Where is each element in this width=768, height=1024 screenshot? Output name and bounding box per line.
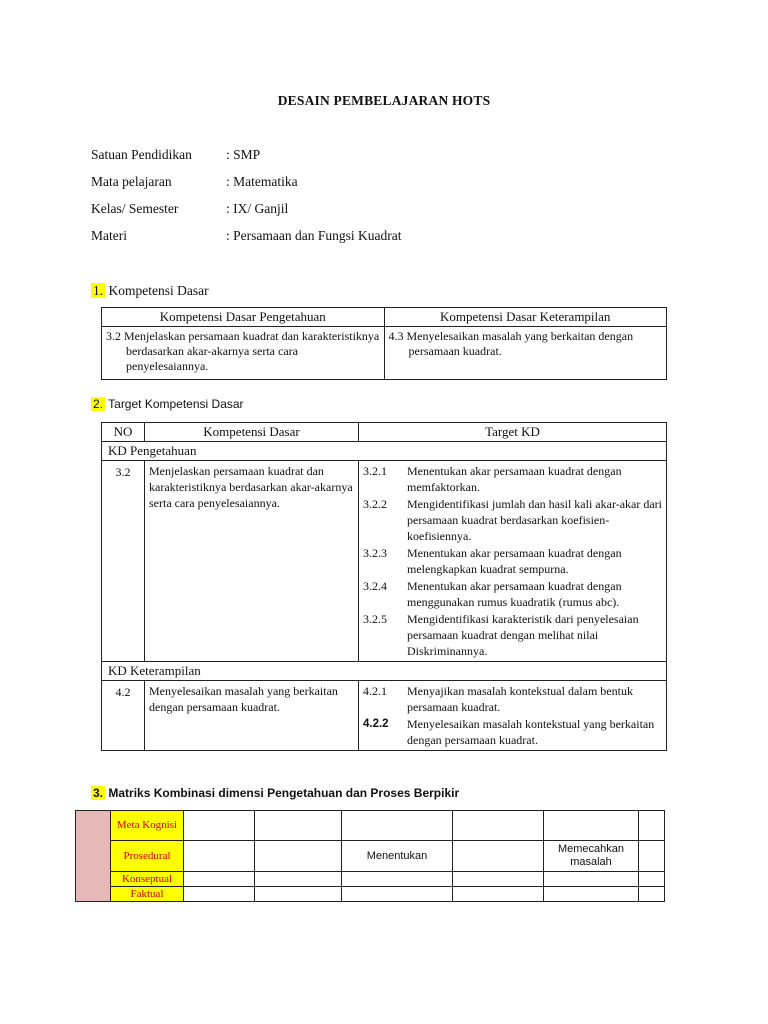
matrix-cell bbox=[255, 811, 342, 841]
target-item: 3.2.3 Menentukan akar persamaan kuadrat dengan melengkapkan kuadrat sempurna. bbox=[363, 546, 622, 576]
target-item: 3.2.1 Menentukan akar persamaan kuadrat dengan memfaktorkan. bbox=[363, 464, 622, 494]
matrix-cell bbox=[342, 811, 453, 841]
matrix-cell bbox=[255, 872, 342, 887]
section-label: Matriks Kombinasi dimensi Pengetahuan dan Proses Berpikir bbox=[108, 786, 460, 800]
kd-text: Menjelaskan persamaan kuadrat dan karakteristiknya berdasarkan akar-akarnya serta cara penyelesaiannya. bbox=[145, 461, 359, 662]
meta-value: : IX/ Ganjil bbox=[226, 201, 289, 216]
matrix-cell bbox=[453, 887, 544, 902]
target-item: 3.2.5 Mengidentifikasi karakteristik dari penyelesaian persamaan kuadrat dengan melihat nilai Diskriminannya. bbox=[363, 612, 639, 658]
table-header: Kompetensi Dasar bbox=[145, 423, 359, 442]
section-1-heading bbox=[91, 283, 209, 299]
matrix-cell bbox=[639, 887, 665, 902]
table-header: Kompetensi Dasar Keterampilan bbox=[384, 308, 667, 327]
kd-pengetahuan-text: 3.2 Menjelaskan persamaan kuadrat dan karakteristiknya berdasarkan akar-akarnya serta cara penyelesaiannya. bbox=[106, 329, 380, 373]
matrix-cell bbox=[639, 841, 665, 872]
target-kd-table bbox=[101, 422, 667, 751]
target-item: 3.2.4 Menentukan akar persamaan kuadrat dengan menggunakan rumus kuadratik (rumus abc). bbox=[363, 579, 622, 609]
meta-value: : SMP bbox=[226, 147, 261, 162]
target-item: 4.2.1 Menyajikan masalah kontekstual dalam bentuk persamaan kuadrat. bbox=[363, 684, 633, 714]
meta-key: Mata pelajaran bbox=[91, 174, 172, 189]
matrix-cell bbox=[184, 811, 255, 841]
matrix-cell bbox=[639, 811, 665, 841]
section-label: Target Kompetensi Dasar bbox=[108, 397, 244, 411]
matrix-cell bbox=[184, 872, 255, 887]
section-label: Kompetensi Dasar bbox=[108, 283, 209, 298]
table-header: Kompetensi Dasar Pengetahuan bbox=[102, 308, 385, 327]
target-item: 4.2.2 Menyelesaikan masalah kontekstual yang berkaitan dengan persamaan kuadrat. bbox=[363, 717, 655, 747]
matrix-cell bbox=[453, 841, 544, 872]
matrix-cell bbox=[342, 872, 453, 887]
document-title: DESAIN PEMBELAJARAN HOTS bbox=[277, 93, 491, 108]
section-number: 3. bbox=[93, 786, 104, 800]
matrix-row-label: Prosedural bbox=[111, 841, 184, 872]
matrix-row-label: Konseptual bbox=[111, 872, 184, 887]
matrix-cell bbox=[255, 841, 342, 872]
kd-number: 4.2 bbox=[102, 681, 145, 751]
section-number: 2. bbox=[93, 397, 104, 411]
kd-number: 3.2 bbox=[102, 461, 145, 662]
meta-value: : Persamaan dan Fungsi Kuadrat bbox=[226, 228, 402, 243]
section-3-heading bbox=[91, 786, 459, 800]
meta-key: Satuan Pendidikan bbox=[91, 147, 192, 162]
matrix-row-label: Meta Kognisi bbox=[111, 811, 184, 841]
target-list bbox=[359, 681, 667, 751]
meta-key: Materi bbox=[91, 228, 127, 243]
section-number: 1. bbox=[93, 283, 104, 298]
matrix-cell: Memecahkan masalah bbox=[544, 841, 639, 872]
meta-key: Kelas/ Semester bbox=[91, 201, 179, 216]
group-row: KD Pengetahuan bbox=[102, 442, 667, 461]
matrix-cell bbox=[639, 872, 665, 887]
meta-value: : Matematika bbox=[226, 174, 298, 189]
target-item: 3.2.2 Mengidentifikasi jumlah dan hasil kali akar-akar dari persamaan kuadrat berdasarkan koefisien-koefisiennya. bbox=[363, 497, 663, 543]
matrix-cell bbox=[342, 887, 453, 902]
target-list bbox=[359, 461, 667, 662]
kd-keterampilan-text: 4.3 Menyelesaikan masalah yang berkaitan dengan persamaan kuadrat. bbox=[388, 329, 634, 358]
matrix-side-cell bbox=[76, 811, 111, 902]
matrix-cell bbox=[255, 887, 342, 902]
matrix-cell bbox=[453, 811, 544, 841]
kompetensi-dasar-table bbox=[101, 307, 667, 380]
matriks-table bbox=[75, 810, 665, 902]
kd-text: Menyelesaikan masalah yang berkaitan dengan persamaan kuadrat. bbox=[145, 681, 359, 751]
matrix-cell bbox=[184, 887, 255, 902]
matrix-row-label: Faktual bbox=[111, 887, 184, 902]
table-header: Target KD bbox=[359, 423, 667, 442]
section-2-heading bbox=[91, 397, 244, 411]
matrix-cell bbox=[544, 887, 639, 902]
table-header: NO bbox=[102, 423, 145, 442]
matrix-cell bbox=[544, 811, 639, 841]
matrix-cell bbox=[544, 872, 639, 887]
matrix-cell: Menentukan bbox=[342, 841, 453, 872]
matrix-cell bbox=[184, 841, 255, 872]
group-row: KD Keterampilan bbox=[102, 662, 667, 681]
matrix-cell bbox=[453, 872, 544, 887]
